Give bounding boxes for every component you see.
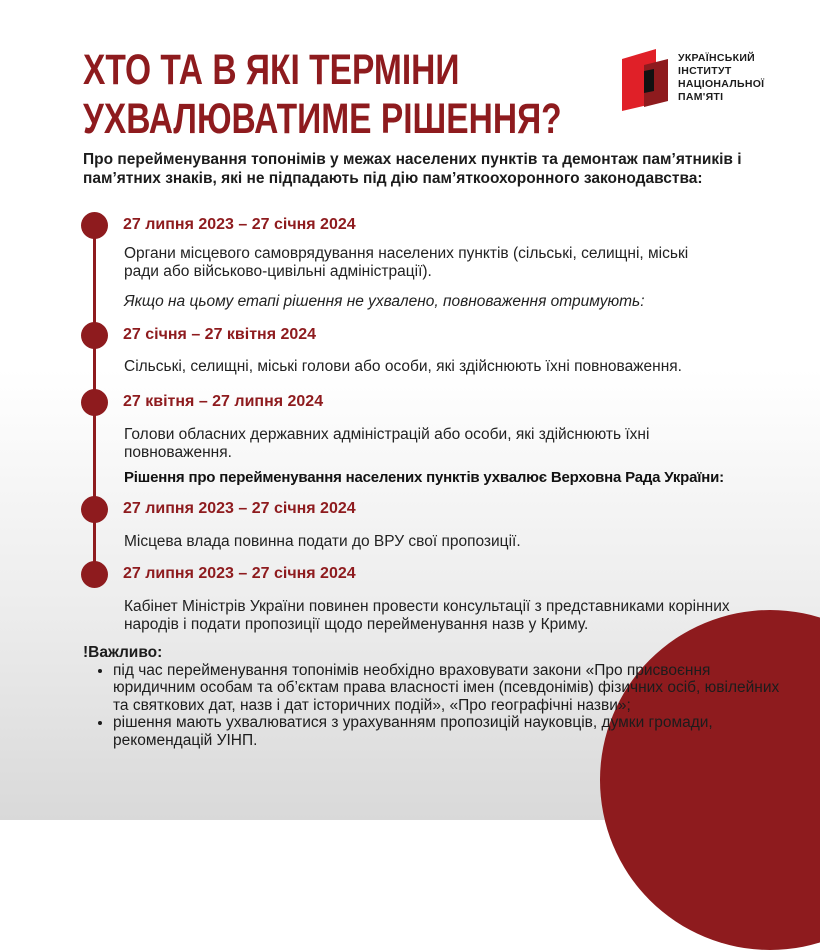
logo-text (678, 52, 764, 104)
timeline-dot (81, 389, 108, 416)
timeline-text: Сільські, селищні, міські голови або особи, які здійснюють їхні повноваження. (124, 358, 682, 375)
institute-logo (622, 49, 782, 113)
intro-text: Про перейменування топонімів у межах населених пунктів та демонтаж пам’ятників і пам’ятних знаків, які не підпадають під дію пам’яткоохоронного законодавства: (83, 151, 742, 187)
logo-text-line: ІНСТИТУТ (678, 65, 732, 77)
title-line-2: УХВАЛЮВАТИМЕ РІШЕННЯ? (83, 95, 562, 143)
logo-text-line: УКРАЇНСЬКИЙ (678, 52, 756, 64)
important-list (83, 662, 783, 750)
timeline-date: 27 липня 2023 – 27 січня 2024 (123, 565, 356, 582)
timeline-text: Кабінет Міністрів України повинен провести консультації з представниками корінних народів і подати пропозиції щодо перейменування назв у Криму. (124, 598, 730, 633)
logo-mark-icon (622, 49, 670, 111)
timeline-date: 27 січня – 27 квітня 2024 (123, 326, 317, 343)
important-section (83, 644, 783, 749)
timeline-dot (81, 322, 108, 349)
timeline-date: 27 квітня – 27 липня 2024 (123, 393, 324, 410)
timeline-dot (81, 212, 108, 239)
important-list-item: • рішення мають ухвалюватися з урахуванням пропозицій науковців, думки громади, рекомендацій УІНП. (113, 714, 783, 749)
bold-note: Рішення про перейменування населених пунктів ухвалює Верховна Рада України: (124, 469, 724, 486)
logo-text-line: НАЦІОНАЛЬНОЇ (678, 78, 765, 90)
important-heading: !Важливо: (83, 644, 163, 661)
important-list-item: • під час перейменування топонімів необхідно враховувати закони «Про присвоєння юридичним особам та об’єктам права власності імен (псевдонімів) фізичних осіб, ювілейних та святкових дат, назв і дат історичних подій», «Про географічні назви»; (113, 662, 783, 715)
timeline-dot (81, 561, 108, 588)
title-line-1: ХТО ТА В ЯКІ ТЕРМІНИ (83, 46, 460, 94)
timeline-date: 27 липня 2023 – 27 січня 2024 (123, 216, 356, 233)
timeline-dot (81, 496, 108, 523)
timeline-text: Місцева влада повинна подати до ВРУ свої пропозиції. (124, 533, 521, 550)
logo-text-line: ПАМ'ЯТІ (678, 91, 724, 103)
timeline-date: 27 липня 2023 – 27 січня 2024 (123, 500, 356, 517)
italic-note: Якщо на цьому етапі рішення не ухвалено, повноваження отримують: (124, 293, 645, 310)
timeline-text: Голови обласних державних адміністрацій або особи, які здійснюють їхні повноваження. (124, 426, 650, 461)
page-title (83, 46, 562, 144)
timeline-text: Органи місцевого самоврядування населених пунктів (сільські, селищні, міські ради або військово-цивільні адміністрації). (124, 245, 689, 280)
